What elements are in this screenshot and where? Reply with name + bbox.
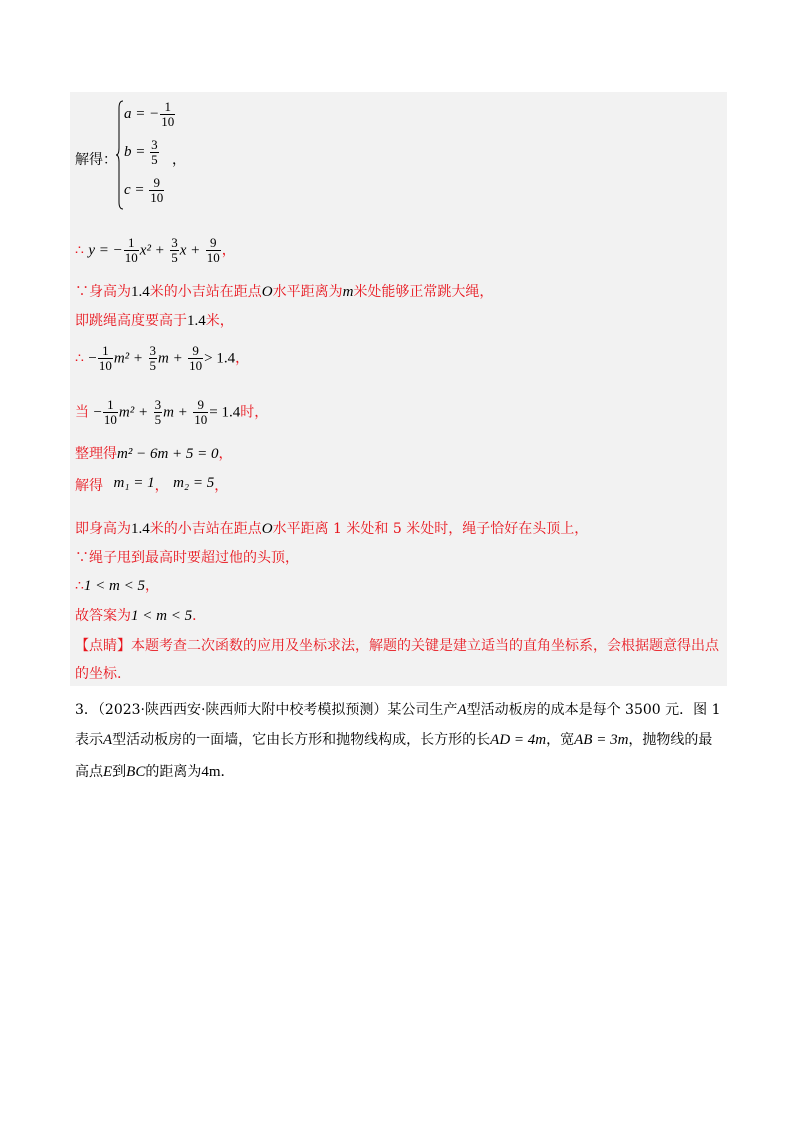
answer-line: 故答案为1 < m < 5． bbox=[75, 608, 207, 624]
system-comma: ， bbox=[172, 152, 186, 168]
rope-highest-line: ∵绳子甩到最高时要超过他的头顶， bbox=[75, 550, 299, 566]
question-3-line-1: 3．（2023·陕西西安·陕西师大附中校考模拟预测）某公司生产A型活动板房的成本是每个 3500 元．图 1 bbox=[75, 702, 721, 718]
inequality-line: ∴ − $\frac{1}{10}$ m² + $\frac{3}{5}$ m + $\frac{9}{10}$ > 1.4， bbox=[75, 343, 250, 373]
question-3-line-3: 高点E到BC的距离为4m． bbox=[75, 764, 235, 780]
question-3-line-2: 表示A型活动板房的一面墙，它由长方形和抛物线构成，长方形的长AD = 4m，宽AB = 3m，抛物线的最 bbox=[75, 732, 713, 748]
commentary-line-2: 的坐标. bbox=[75, 666, 122, 682]
because-height-line: ∵身高为1.4米的小吉站在距点O水平距离为m米处能够正常跳大绳， bbox=[75, 284, 494, 300]
solution-panel bbox=[70, 92, 727, 686]
system-eq-c: c = $\frac{9}{10}$ bbox=[124, 175, 164, 205]
system-eq-a: a = − $\frac{1}{10}$ bbox=[124, 99, 175, 129]
solution-label: 解得： bbox=[75, 152, 117, 168]
when-equation-line: 当 − $\frac{1}{10}$ m² + $\frac{3}{5}$ m + $\frac{9}{10}$ = 1.4时， bbox=[75, 397, 269, 427]
system-eq-b: b = $\frac{3}{5}$ bbox=[124, 137, 158, 167]
left-brace-icon bbox=[116, 100, 124, 210]
commentary-line-1: 【点睛】本题考查二次函数的应用及坐标求法，解题的关键是建立适当的直角坐标系，会根据题意得出点 bbox=[75, 638, 719, 654]
jump-height-line: 即跳绳高度要高于1.4米， bbox=[75, 313, 234, 329]
interpretation-line: 即身高为1.4米的小吉站在距点O水平距离 1 米处和 5 米处时，绳子恰好在头顶上， bbox=[75, 521, 589, 537]
solutions-line: 解得 m₁ = 1， m₂ = 5， bbox=[75, 475, 229, 494]
range-line: ∴1 < m < 5， bbox=[75, 578, 159, 594]
function-equation: ∴ y = − $\frac{1}{10}$ x² + $\frac{3}{5}$ x + $\frac{9}{10}$ ， bbox=[75, 235, 236, 265]
simplify-line: 整理得m² − 6m + 5 = 0， bbox=[75, 446, 233, 462]
